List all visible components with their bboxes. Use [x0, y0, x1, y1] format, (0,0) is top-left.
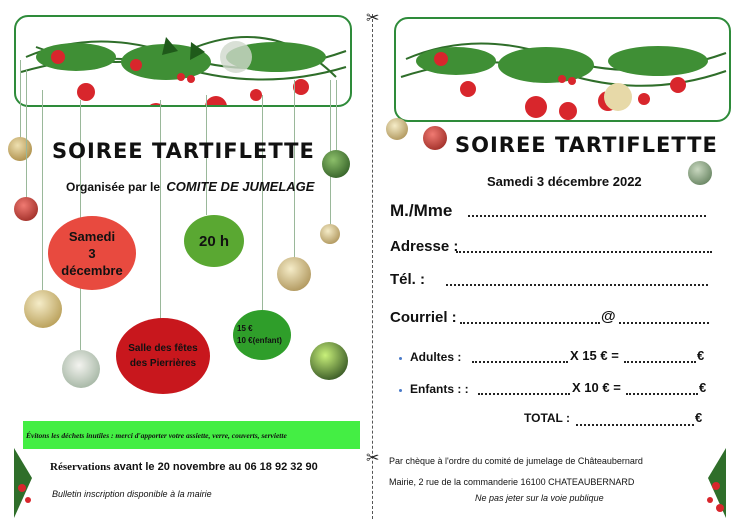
organised-prefix: Organisée par le: [66, 180, 161, 194]
ornament-white: [688, 161, 712, 185]
date-weekday: Samedi: [68, 228, 116, 244]
children-price: X 10 € =: [572, 380, 621, 395]
garland-banner-left: [14, 15, 352, 107]
cut-line: [372, 14, 373, 519]
ornament-string: [26, 70, 27, 198]
name-label: M./Mme: [390, 201, 453, 220]
address-label: Adresse :: [390, 238, 459, 255]
street-note: Ne pas jeter sur la voie publique: [475, 493, 604, 503]
ornament-string: [262, 95, 263, 310]
garland-illustration: [396, 19, 729, 120]
total-field[interactable]: [576, 423, 694, 426]
holly-corner-right: [698, 448, 728, 518]
reservation-line: [50, 461, 318, 473]
ornament-string: [336, 80, 337, 150]
waste-note: Évitons les déchets inutiles : merci d'apporter votre assiette, verre, couverts, serviette: [26, 430, 287, 440]
adults-price: X 15 € =: [570, 348, 619, 363]
venue-line1: Salle des fêtes: [128, 343, 198, 354]
organiser-name: COMITE DE JUMELAGE: [166, 179, 315, 194]
scissors-icon: ✂: [366, 10, 380, 27]
children-label: Enfants : :: [410, 382, 469, 396]
scissors-icon: ✂: [366, 450, 380, 467]
time-text: 20 h: [198, 232, 229, 250]
cheque-note: Par chèque à l'ordre du comité de jumelage de Châteaubernard: [389, 456, 643, 466]
price-adult: 15 €: [237, 324, 253, 333]
reservation-prefix: Réservations: [50, 461, 111, 473]
time-circle: [184, 215, 244, 267]
total-label: TOTAL :: [524, 411, 570, 425]
ornament-gold: [24, 290, 62, 328]
adults-qty-field[interactable]: [472, 360, 568, 363]
organiser-line: [66, 179, 314, 194]
venue-line2: des Pierrières: [129, 358, 197, 369]
date-circle: [48, 216, 136, 290]
garland-banner-right: [394, 17, 731, 122]
ornament-red: [423, 126, 447, 150]
price-child: 10 €(enfant): [237, 336, 282, 345]
address-field[interactable]: [456, 250, 712, 253]
price-circle: [233, 310, 291, 360]
ornament-green: [322, 150, 350, 178]
adults-label: Adultes :: [410, 350, 462, 364]
children-total-field[interactable]: [626, 392, 698, 395]
ornament-string: [294, 80, 295, 258]
euro-sign: €: [697, 348, 705, 363]
email-domain-field[interactable]: [619, 321, 709, 324]
email-user-field[interactable]: [460, 321, 600, 324]
date-month: décembre: [61, 262, 123, 278]
ornament-gold: [277, 257, 311, 291]
venue-circle: [116, 318, 210, 394]
ornament-string: [20, 60, 21, 140]
phone-field[interactable]: [446, 283, 708, 286]
euro-sign: €: [699, 380, 707, 395]
ornament-gold: [8, 137, 32, 161]
ornament-string: [160, 100, 161, 320]
holly-corner-left: [12, 448, 42, 518]
waste-banner: [23, 421, 360, 449]
ornament-gold: [320, 224, 340, 244]
right-date: Samedi 3 décembre 2022: [487, 174, 642, 189]
right-title: SOIREE TARTIFLETTE: [455, 133, 718, 157]
bullet: [399, 357, 402, 360]
ornament-white: [62, 350, 100, 388]
date-day: 3: [88, 245, 96, 261]
email-at: @: [601, 308, 616, 325]
euro-sign: €: [695, 410, 703, 425]
ornament-gold: [386, 118, 408, 140]
ornament-red: [14, 197, 38, 221]
adults-total-field[interactable]: [624, 360, 696, 363]
garland-illustration: [16, 17, 350, 105]
address-note: Mairie, 2 rue de la commanderie 16100 CHATEAUBERNARD: [389, 477, 635, 487]
ornament-string: [42, 90, 43, 290]
ornament-green: [310, 342, 348, 380]
children-qty-field[interactable]: [478, 392, 570, 395]
phone-label: Tél. :: [390, 271, 426, 288]
name-field[interactable]: [468, 214, 706, 217]
reservation-text: avant le 20 novembre au 06 18 92 32 90: [110, 461, 318, 473]
bullet: [399, 389, 402, 392]
bulletin-note: Bulletin inscription disponible à la mairie: [52, 489, 212, 499]
left-title: SOIREE TARTIFLETTE: [52, 139, 315, 163]
email-label: Courriel :: [390, 309, 457, 326]
